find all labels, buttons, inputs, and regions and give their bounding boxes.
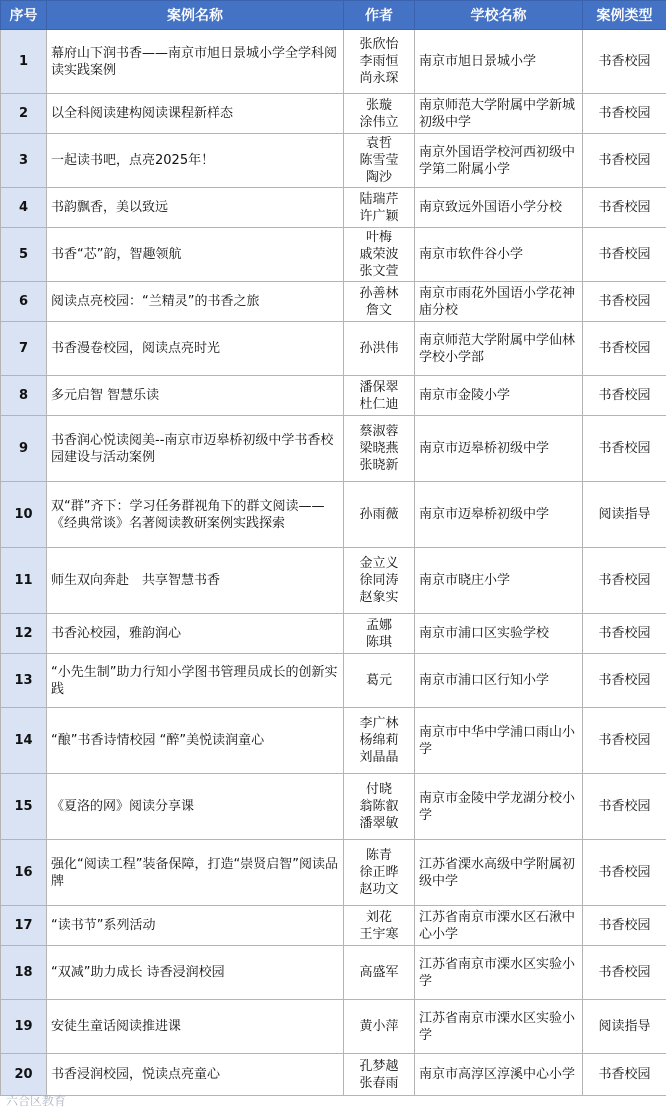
watermark: 六合区教育	[6, 1094, 67, 1108]
table-row	[1, 416, 666, 482]
school-name: 江苏省溧水高级中学附属初级中学	[415, 840, 583, 906]
school-name: 南京市浦口区实验学校	[415, 614, 583, 654]
case-type: 书香校园	[583, 416, 666, 482]
header-title: 案例名称	[47, 1, 344, 30]
school-name: 江苏省南京市溧水区实验小学	[415, 1000, 583, 1054]
header-school: 学校名称	[415, 1, 583, 30]
case-authors: 孔梦越 张春雨	[344, 1054, 415, 1096]
row-number: 1	[1, 30, 47, 94]
case-type: 书香校园	[583, 906, 666, 946]
case-authors: 陈青 徐正晔 赵功文	[344, 840, 415, 906]
case-title: 《夏洛的网》阅读分享课	[47, 774, 344, 840]
case-title: “读书节”系列活动	[47, 906, 344, 946]
row-number: 3	[1, 134, 47, 188]
case-type: 书香校园	[583, 94, 666, 134]
row-number: 16	[1, 840, 47, 906]
row-number: 6	[1, 282, 47, 322]
row-number: 7	[1, 322, 47, 376]
case-title: 一起读书吧，点亮2025年！	[47, 134, 344, 188]
header-authors: 作者	[344, 1, 415, 30]
table-row	[1, 1054, 666, 1096]
case-title: “双减”助力成长 诗香浸润校园	[47, 946, 344, 1000]
case-authors: 蔡淑蓉 梁晓燕 张晓新	[344, 416, 415, 482]
school-name: 南京外国语学校河西初级中学第二附属小学	[415, 134, 583, 188]
case-title: 师生双向奔赴 共享智慧书香	[47, 548, 344, 614]
case-type: 书香校园	[583, 548, 666, 614]
case-title: 强化“阅读工程”装备保障，打造“崇贤启智”阅读品牌	[47, 840, 344, 906]
row-number: 13	[1, 654, 47, 708]
row-number: 9	[1, 416, 47, 482]
case-type: 阅读指导	[583, 1000, 666, 1054]
school-name: 南京师范大学附属中学仙林学校小学部	[415, 322, 583, 376]
case-title: 书香润心悦读阅美--南京市迈皋桥初级中学书香校园建设与活动案例	[47, 416, 344, 482]
case-type: 书香校园	[583, 1054, 666, 1096]
row-number: 5	[1, 228, 47, 282]
row-number: 11	[1, 548, 47, 614]
case-type: 书香校园	[583, 840, 666, 906]
case-title: 多元启智 智慧乐读	[47, 376, 344, 416]
row-number: 19	[1, 1000, 47, 1054]
row-number: 10	[1, 482, 47, 548]
case-type: 书香校园	[583, 282, 666, 322]
case-authors: 叶梅 戚荣波 张文萱	[344, 228, 415, 282]
case-type: 书香校园	[583, 946, 666, 1000]
case-title: 安徒生童话阅读推进课	[47, 1000, 344, 1054]
school-name: 南京市迈皋桥初级中学	[415, 482, 583, 548]
school-name: 江苏省南京市溧水区石湫中心小学	[415, 906, 583, 946]
case-title: 以全科阅读建构阅读课程新样态	[47, 94, 344, 134]
case-title: 书香“芯”韵，智趣领航	[47, 228, 344, 282]
case-authors: 金立义 徐同涛 赵象实	[344, 548, 415, 614]
table-row	[1, 228, 666, 282]
case-authors: 张欣怡 李雨恒 尚永琛	[344, 30, 415, 94]
table-row	[1, 774, 666, 840]
row-number: 14	[1, 708, 47, 774]
case-title: 书香漫卷校园，阅读点亮时光	[47, 322, 344, 376]
row-number: 18	[1, 946, 47, 1000]
header-num: 序号	[1, 1, 47, 30]
school-name: 南京市雨花外国语小学花神庙分校	[415, 282, 583, 322]
case-title: “酿”书香诗情校园 “醉”美悦读润童心	[47, 708, 344, 774]
case-authors: 孙善林 詹文	[344, 282, 415, 322]
case-authors: 潘保翠 杜仁迪	[344, 376, 415, 416]
table-row	[1, 482, 666, 548]
table-row	[1, 946, 666, 1000]
row-number: 8	[1, 376, 47, 416]
school-name: 南京市高淳区淳溪中心小学	[415, 1054, 583, 1096]
school-name: 南京市旭日景城小学	[415, 30, 583, 94]
case-type: 书香校园	[583, 614, 666, 654]
table-row	[1, 94, 666, 134]
row-number: 15	[1, 774, 47, 840]
school-name: 南京市浦口区行知小学	[415, 654, 583, 708]
case-type: 书香校园	[583, 708, 666, 774]
case-type: 书香校园	[583, 322, 666, 376]
case-authors: 袁哲 陈雪莹 陶沙	[344, 134, 415, 188]
table-row	[1, 840, 666, 906]
table-row	[1, 1000, 666, 1054]
school-name: 南京市金陵小学	[415, 376, 583, 416]
school-name: 南京市金陵中学龙湖分校小学	[415, 774, 583, 840]
case-authors: 付晓 翁陈叡 潘翠敏	[344, 774, 415, 840]
school-name: 南京市迈皋桥初级中学	[415, 416, 583, 482]
case-title: 书香浸润校园，悦读点亮童心	[47, 1054, 344, 1096]
case-authors: 孟娜 陈琪	[344, 614, 415, 654]
table-row	[1, 654, 666, 708]
school-name: 南京市中华中学浦口雨山小学	[415, 708, 583, 774]
school-name: 南京市软件谷小学	[415, 228, 583, 282]
table-row	[1, 376, 666, 416]
case-type: 书香校园	[583, 134, 666, 188]
row-number: 20	[1, 1054, 47, 1096]
case-authors: 刘花 王宇寒	[344, 906, 415, 946]
table-row	[1, 906, 666, 946]
school-name: 江苏省南京市溧水区实验小学	[415, 946, 583, 1000]
case-type: 书香校园	[583, 30, 666, 94]
school-name: 南京致远外国语小学分校	[415, 188, 583, 228]
case-authors: 李广林 杨绵莉 刘晶晶	[344, 708, 415, 774]
case-type: 阅读指导	[583, 482, 666, 548]
row-number: 2	[1, 94, 47, 134]
case-authors: 高盛军	[344, 946, 415, 1000]
case-authors: 孙洪伟	[344, 322, 415, 376]
case-type: 书香校园	[583, 654, 666, 708]
case-type: 书香校园	[583, 228, 666, 282]
case-title: 双“群”齐下：学习任务群视角下的群文阅读——《经典常谈》名著阅读教研案例实践探索	[47, 482, 344, 548]
table-row	[1, 134, 666, 188]
row-number: 17	[1, 906, 47, 946]
case-title: “小先生制”助力行知小学图书管理员成长的创新实践	[47, 654, 344, 708]
case-type: 书香校园	[583, 774, 666, 840]
header-type: 案例类型	[583, 1, 666, 30]
school-name: 南京师范大学附属中学新城初级中学	[415, 94, 583, 134]
row-number: 4	[1, 188, 47, 228]
table-row	[1, 548, 666, 614]
case-type: 书香校园	[583, 376, 666, 416]
header-row	[1, 1, 666, 30]
case-authors: 葛元	[344, 654, 415, 708]
table-row	[1, 188, 666, 228]
school-name: 南京市晓庄小学	[415, 548, 583, 614]
case-type: 书香校园	[583, 188, 666, 228]
case-title: 书香沁校园，雅韵润心	[47, 614, 344, 654]
table-row	[1, 282, 666, 322]
case-title: 阅读点亮校园：“兰精灵”的书香之旅	[47, 282, 344, 322]
case-title: 幕府山下润书香——南京市旭日景城小学全学科阅读实践案例	[47, 30, 344, 94]
table-row	[1, 614, 666, 654]
case-authors: 孙雨薇	[344, 482, 415, 548]
table-body	[1, 30, 666, 1096]
case-authors: 黄小萍	[344, 1000, 415, 1054]
table-row	[1, 322, 666, 376]
table-row	[1, 708, 666, 774]
case-authors: 张璇 涂伟立	[344, 94, 415, 134]
case-authors: 陆瑞芹 许广颖	[344, 188, 415, 228]
table-row	[1, 30, 666, 94]
row-number: 12	[1, 614, 47, 654]
case-title: 书韵飘香，美以致远	[47, 188, 344, 228]
